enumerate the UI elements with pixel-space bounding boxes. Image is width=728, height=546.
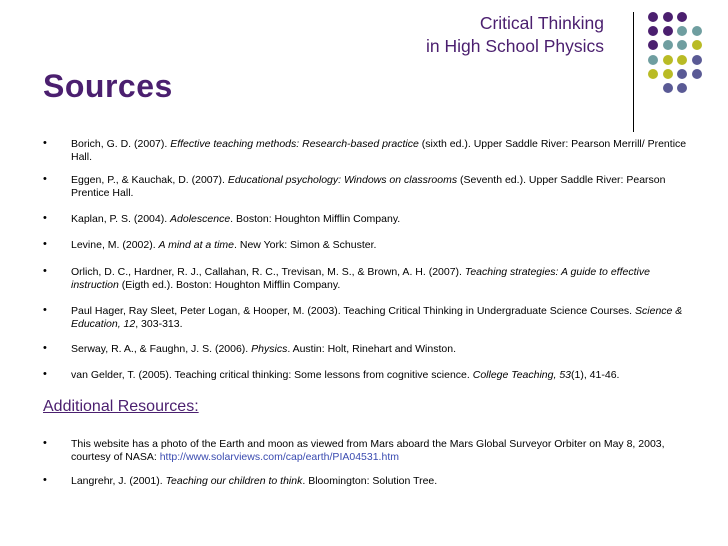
bullet-icon: •	[43, 265, 47, 277]
bullet-icon: •	[43, 212, 47, 224]
citation-text: Borich, G. D. (2007).	[71, 138, 171, 150]
decorative-dot	[648, 69, 658, 79]
bullet-icon: •	[43, 238, 47, 250]
additional-resources-heading[interactable]: Additional Resources:	[43, 398, 199, 415]
page-title: Sources	[43, 68, 173, 104]
citation-text: Serway, R. A., & Faughn, J. S. (2006).	[71, 343, 252, 355]
citation-text: Paul Hager, Ray Sleet, Peter Logan, & Hooper, M. (2003). Teaching Critical Thinking in Undergraduate Science Courses.	[71, 305, 636, 317]
bullet-icon: •	[43, 173, 47, 185]
header-divider	[633, 12, 634, 132]
citation-text: . Bloomington: Solution Tree.	[302, 475, 438, 487]
citation-text: , 303-313.	[135, 317, 183, 330]
header-title-line2: in High School Physics	[426, 36, 604, 56]
citation-title: Physics	[251, 343, 288, 355]
decorative-dot	[692, 26, 702, 36]
decorative-dot	[648, 40, 658, 50]
decorative-dot	[677, 12, 687, 22]
decorative-dot	[663, 26, 673, 36]
bullet-icon: •	[43, 304, 47, 316]
header-title-line1: Critical Thinking	[479, 13, 604, 33]
decorative-dot	[663, 55, 673, 65]
citation-title: Effective teaching methods: Research-based practice	[170, 138, 419, 150]
decorative-dot	[677, 69, 687, 79]
decorative-dot	[677, 40, 687, 50]
decorative-dot	[648, 12, 658, 22]
decorative-dot	[663, 40, 673, 50]
citation-title: A mind at a time	[158, 239, 235, 251]
decorative-dot	[692, 69, 702, 79]
citation-text: Eggen, P., & Kauchak, D. (2007).	[71, 174, 228, 186]
citation-text: Kaplan, P. S. (2004).	[71, 213, 171, 225]
citation-title: Adolescence	[170, 213, 231, 225]
citation-text: (sixth ed.). Upper Saddle River: Pearson Merrill/ Prentice Hall.	[71, 138, 687, 163]
citation-title: Educational psychology: Windows on classrooms	[227, 174, 458, 186]
bullet-icon: •	[43, 474, 47, 486]
citation-text: (Eigth ed.). Boston: Houghton Mifflin Company.	[118, 278, 341, 291]
decorative-dot	[692, 40, 702, 50]
bullet-icon: •	[43, 137, 47, 149]
bullet-icon: •	[43, 342, 47, 354]
citation-text: Orlich, D. C., Hardner, R. J., Callahan, R. C., Trevisan, M. S., & Brown, A. H. (2007).	[71, 266, 465, 278]
decorative-dot	[692, 55, 702, 65]
citation-title: Science & Education, 12	[71, 305, 683, 330]
bullet-icon: •	[43, 368, 47, 380]
citation-text: . Austin: Holt, Rinehart and Winston.	[287, 343, 456, 355]
decorative-dot	[663, 12, 673, 22]
citation-text: . Boston: Houghton Mifflin Company.	[230, 213, 401, 225]
resource-text: This website has a photo of the Earth and moon as viewed from Mars aboard the Mars Global Surveyor Orbiter on May 8, 2003, courtesy of NASA:	[71, 438, 665, 463]
bullet-icon: •	[43, 437, 47, 449]
citation-title: Teaching our children to think	[165, 475, 303, 487]
header-title	[426, 12, 604, 58]
decorative-dot	[663, 69, 673, 79]
citation-text: van Gelder, T. (2005). Teaching critical thinking: Some lessons from cognitive science.	[71, 369, 473, 381]
citation-text: Levine, M. (2002).	[71, 239, 159, 251]
citation-text: (1), 41-46.	[571, 369, 620, 381]
citation-title: College Teaching, 53	[472, 369, 572, 381]
decorative-dot	[663, 83, 673, 93]
decorative-dot	[677, 55, 687, 65]
decorative-dot	[677, 26, 687, 36]
citation-text: Langrehr, J. (2001).	[71, 475, 166, 487]
resource-link[interactable]: http://www.solarviews.com/cap/earth/PIA04531.htm	[159, 450, 399, 463]
decorative-dot	[648, 55, 658, 65]
citation-title: Teaching strategies: A guide to effective instruction	[71, 266, 650, 291]
citation-text: . New York: Simon & Schuster.	[234, 239, 377, 251]
decorative-dot	[677, 83, 687, 93]
citation-text: (Seventh ed.). Upper Saddle River: Pearson Prentice Hall.	[71, 174, 666, 199]
decorative-dot	[648, 26, 658, 36]
